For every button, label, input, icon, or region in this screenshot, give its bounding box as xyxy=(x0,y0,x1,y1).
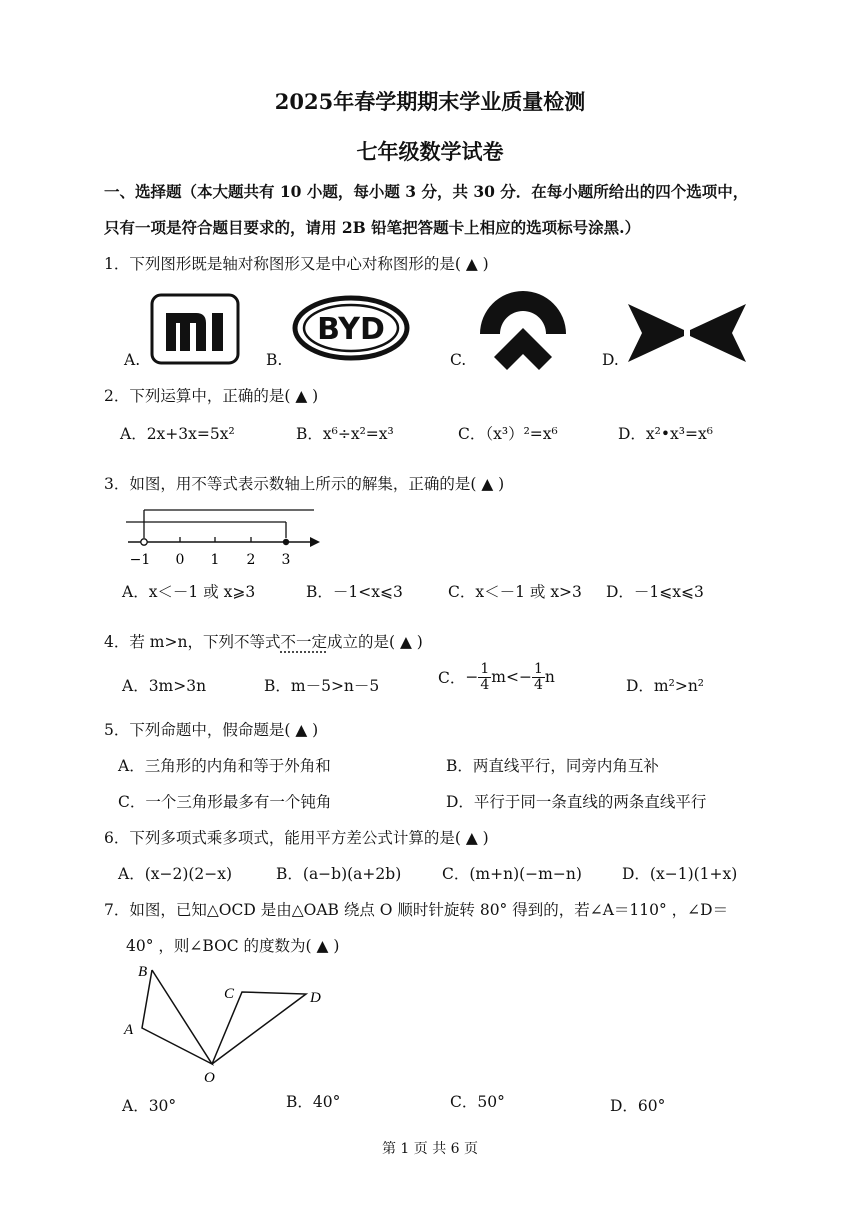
fraction-denominator: 4 xyxy=(480,676,490,693)
q4-c-middle: m<− xyxy=(491,668,532,687)
section-instruction-line1: 一、选择题（本大题共有 10 小题，每小题 3 分，共 30 分．在每小题所给出的四个选项中， xyxy=(104,182,749,201)
q4-option-d: D．m²>n² xyxy=(626,677,705,695)
q3-option-c: C．x＜－1 或 x>3 xyxy=(448,583,582,601)
question-7-line2: 40° ，则∠BOC 的度数为( ▲ ) xyxy=(126,937,340,955)
q7-option-b: B．40° xyxy=(286,1093,341,1111)
q7-option-a: A．30° xyxy=(122,1097,177,1115)
xpeng-logo-icon xyxy=(626,302,748,368)
point-label-a: A xyxy=(124,1022,134,1038)
q4-c-end: n xyxy=(544,668,555,687)
q6-option-d: D．(x−1)(1+x) xyxy=(622,865,738,883)
question-2-stem: 2．下列运算中，正确的是( ▲ ) xyxy=(104,387,319,405)
number-line-figure xyxy=(118,496,328,578)
tick-label: 0 xyxy=(175,552,185,568)
page-title: 2025年春学期期末学业质量检测 xyxy=(274,89,586,114)
q6-option-c: C．(m+n)(−m−n) xyxy=(442,865,582,883)
question-4-stem xyxy=(104,630,423,652)
q7-option-c: C．50° xyxy=(450,1093,505,1111)
point-label-d: D xyxy=(310,990,321,1006)
tick-label: 1 xyxy=(210,552,220,568)
q4-c-label: C． xyxy=(438,669,466,688)
question-3-stem: 3．如图，用不等式表示数轴上所示的解集，正确的是( ▲ ) xyxy=(104,475,505,493)
question-5-stem: 5．下列命题中，假命题是( ▲ ) xyxy=(104,721,319,739)
q4-stem-emphasis: 不一定 xyxy=(280,633,327,651)
point-label-b: B xyxy=(138,964,148,980)
q4-stem-part2: 成立的是( ▲ ) xyxy=(326,633,423,651)
nio-logo-icon xyxy=(474,284,572,376)
fraction-numerator: 1 xyxy=(533,661,543,677)
q2-option-d: D．x²•x³=x⁶ xyxy=(618,425,713,443)
q4-c-fraction-2 xyxy=(532,662,545,692)
q4-c-fraction-1 xyxy=(478,662,491,692)
q3-option-d: D．－1⩽x⩽3 xyxy=(606,583,704,601)
byd-logo-icon xyxy=(292,295,410,365)
byd-logo-text: BYD xyxy=(317,312,385,347)
q2-option-a: A．2x+3x=5x² xyxy=(120,425,235,443)
question-1-stem: 1．下列图形既是轴对称图形又是中心对称图形的是( ▲ ) xyxy=(104,255,489,273)
q7-option-d: D．60° xyxy=(610,1097,666,1115)
tick-label: 3 xyxy=(281,552,291,568)
q4-c-sign: − xyxy=(465,668,479,687)
tick-label: 2 xyxy=(246,552,256,568)
q4-option-a: A．3m>3n xyxy=(122,677,207,695)
tick-label: −1 xyxy=(129,552,151,568)
q1-label-a: A. xyxy=(124,351,141,369)
point-label-c: C xyxy=(224,986,235,1002)
q5-option-a: A．三角形的内角和等于外角和 xyxy=(118,757,331,775)
q1-label-c: C. xyxy=(450,351,467,369)
q6-option-a: A．(x−2)(2−x) xyxy=(118,865,233,883)
q5-option-d: D．平行于同一条直线的两条直线平行 xyxy=(446,793,707,811)
q1-label-b: B. xyxy=(266,351,283,369)
q3-option-a: A．x＜－1 或 x⩾3 xyxy=(122,583,256,601)
q6-option-b: B．(a−b)(a+2b) xyxy=(276,865,402,883)
question-7-line1: 7．如图，已知△OCD 是由△OAB 绕点 O 顺时针旋转 80° 得到的，若∠A＝110° ，∠D＝ xyxy=(104,901,729,919)
q2-option-c: C．（x³）²=x⁶ xyxy=(458,425,558,443)
mi-logo-icon xyxy=(150,293,240,369)
page-subtitle: 七年级数学试卷 xyxy=(356,139,504,164)
rotation-figure xyxy=(118,958,338,1088)
q5-option-c: C．一个三角形最多有一个钝角 xyxy=(118,793,332,811)
q4-option-b: B．m－5>n－5 xyxy=(264,677,380,695)
q5-option-b: B．两直线平行，同旁内角互补 xyxy=(446,757,659,775)
q1-label-d: D. xyxy=(602,351,619,369)
q4-stem-part1: 4．若 m>n，下列不等式 xyxy=(104,633,281,651)
point-label-o: O xyxy=(204,1070,215,1084)
fraction-denominator: 4 xyxy=(533,676,543,693)
question-6-stem: 6．下列多项式乘多项式，能用平方差公式计算的是( ▲ ) xyxy=(104,829,489,847)
page-number-footer: 第 1 页 共 6 页 xyxy=(381,1141,479,1157)
fraction-numerator: 1 xyxy=(480,661,490,677)
q4-option-c xyxy=(438,662,555,692)
q2-option-b: B．x⁶÷x²=x³ xyxy=(296,425,394,443)
section-instruction-line2: 只有一项是符合题目要求的，请用 2B 铅笔把答题卡上相应的选项标号涂黑.） xyxy=(104,218,641,237)
q3-option-b: B．－1<x⩽3 xyxy=(306,583,403,601)
